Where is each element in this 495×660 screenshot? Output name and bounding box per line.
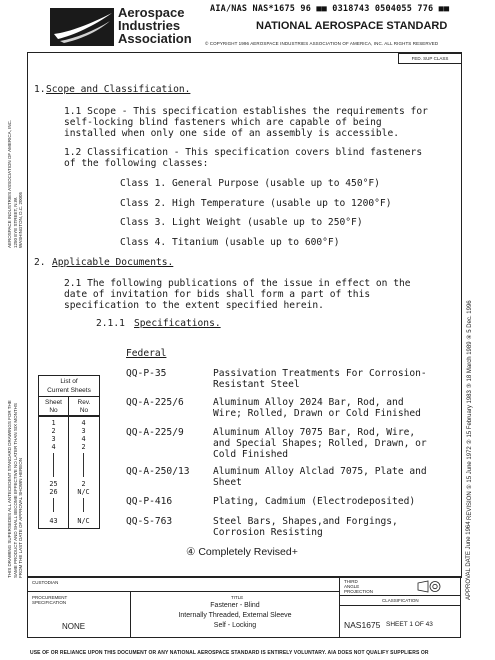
document-id: AIA/NAS NAS*1675 96 ■■ 0318743 0504055 776 ■■ (210, 4, 450, 14)
applicable-line-2: date of invitation for bids shall form a part of this (64, 289, 371, 300)
continuation-line (53, 498, 54, 512)
org-name-line3: Association (118, 31, 192, 46)
applicable-line-3: specification to the extent specified herein. (64, 300, 324, 311)
continuation-line (83, 498, 84, 512)
supersede-notice-vertical: THIS DRAWING SUPERSEDES ALL ANTECEDENT STANDARD DRAWINGS FOR THE SAME PRODUCT AND SHALL BECOME EFFECTIVE NO LATER THAN SIX MONTHS FROM THE LAST DATE OF APPROVAL SHOWN HEREON (7, 400, 23, 578)
section-2-number: 2. (34, 257, 46, 268)
scope-line-3: installed when only one side of an assembly is accessible. (64, 128, 400, 139)
section-2-1-1-heading: Specifications. (134, 318, 221, 329)
classification-line-2: of the following classes: (64, 158, 209, 169)
continuation-line (53, 453, 54, 477)
rev-col-header-line: No (79, 407, 89, 414)
sheet-no: 1 (51, 419, 56, 427)
classification-cell (339, 595, 461, 638)
completely-revised-note: ④ Completely Revised+ (186, 546, 298, 558)
sheet-col-header-line: No (49, 407, 58, 414)
sheet-no: 25 (49, 480, 58, 488)
org-name-line2: Industries (118, 18, 181, 33)
rev-no: 3 (81, 427, 86, 435)
aia-logo-icon (50, 8, 114, 46)
spec-desc: Steel Bars, Shapes,and Forgings, (213, 516, 398, 527)
spec-desc: Aluminum Alloy 2024 Bar, Rod, and (213, 397, 404, 408)
third-angle-cell (339, 576, 461, 596)
spec-desc: Passivation Treatments For Corrosion- (213, 368, 427, 379)
rev-no: 2 (81, 480, 86, 488)
procurement-value: NONE (62, 622, 86, 631)
section-2-heading: Applicable Documents. (52, 257, 174, 268)
class-1: Class 1. General Purpose (usable up to 450°F) (120, 178, 380, 189)
sheet-number: SHEET 1 OF 43 (386, 621, 433, 628)
applicable-line-1: 2.1 The following publications of the issue in effect on the (64, 278, 411, 289)
sheet-col-header-line: Sheet (45, 399, 62, 406)
document-number: NAS1675 (344, 620, 381, 630)
federal-label: Federal (126, 348, 167, 359)
third-angle-projection-icon (416, 580, 442, 593)
spec-desc: Aluminum Alloy Alclad 7075, Plate and (213, 466, 427, 477)
title-line: Fastener - Blind (210, 602, 260, 609)
class-3: Class 3. Light Weight (usable up to 250°F) (120, 217, 363, 228)
title-line: Internally Threaded, External Sleeve (178, 612, 292, 619)
sheet-col-header (39, 397, 68, 416)
rev-col-header (69, 397, 99, 416)
rev-col-header-line: Rev. (77, 399, 91, 406)
sheet-table-title (39, 376, 99, 397)
revision-history-vertical: REVISION ① 15 June 1972 ② 15 February 1983 ③ 18 March 1989 ④ 5 Dec. 1996 (467, 300, 473, 520)
third-angle-label: THIRD ANGLE PROJECTION (344, 579, 374, 594)
sheet-col-divider (68, 397, 69, 528)
rev-no: N/C (77, 517, 90, 525)
spec-desc: and Special Shapes; Rolled, Drawn, or (213, 438, 427, 449)
section-2-1-1-number: 2.1.1 (96, 318, 125, 329)
rev-no: 4 (81, 419, 86, 427)
standard-title: NATIONAL AEROSPACE STANDARD (256, 20, 448, 32)
rev-no: 2 (81, 443, 86, 451)
spec-desc: Resistant Steel (213, 379, 300, 390)
sheet-table-title-line1: List of (60, 378, 78, 385)
sheet-no: 2 (51, 427, 56, 435)
title-cell (130, 591, 340, 638)
spec-code: QQ-P-35 (126, 368, 167, 379)
rev-no: N/C (77, 488, 90, 496)
spec-desc: Sheet (213, 477, 242, 488)
classification-label: CLASSIFICATION (382, 598, 419, 603)
org-name (118, 6, 192, 45)
section-1-number: 1. (34, 84, 46, 95)
spec-code: QQ-A-225/6 (126, 397, 184, 408)
sheet-table-title-line2: Current Sheets (47, 387, 91, 394)
scope-line-1: 1.1 Scope - This specification establishes the requirements for (64, 106, 428, 117)
custodian-label: CUSTODIAN (32, 580, 59, 585)
spec-desc: Plating, Cadmium (Electrodeposited) (213, 496, 416, 507)
title-line: Self - Locking (213, 622, 257, 629)
footer-disclaimer: USE OF OR RELIANCE UPON THIS DOCUMENT OR ANY NATIONAL AEROSPACE STANDARD IS ENTIRELY VOLUNTARY. AIA DOES NOT QUALIFY SUPPLIERS OR (30, 650, 429, 656)
sheet-no: 26 (49, 488, 58, 496)
custodian-cell (27, 576, 340, 592)
spec-desc: Cold Finished (213, 449, 289, 460)
fed-sup-class-box: FED. SUP CLASS (398, 53, 462, 64)
classification-rule (340, 605, 460, 606)
sheet-no: 43 (49, 517, 58, 525)
sheet-no: 3 (51, 435, 56, 443)
spec-code: QQ-S-763 (126, 516, 173, 527)
spec-desc: Wire; Rolled, Drawn or Cold Finished (213, 408, 421, 419)
class-4: Class 4. Titanium (usable up to 600°F) (120, 237, 340, 248)
scope-line-2: self-locking blind fasteners which are capable of being (64, 117, 382, 128)
title-label: TITLE (231, 595, 244, 600)
sheet-no: 4 (51, 443, 56, 451)
procurement-label: PROCUREMENT SPECIFICATION (32, 595, 68, 605)
spec-code: QQ-A-225/9 (126, 427, 184, 438)
section-1-heading: Scope and Classification. (46, 84, 191, 95)
procurement-cell (27, 591, 131, 638)
classification-line-1: 1.2 Classification - This specification covers blind fasteners (64, 147, 423, 158)
aia-address-vertical: AEROSPACE INDUSTRIES ASSOCIATION OF AMERICA, INC. 1250 EYE STREET, N.W. WASHINGTON, D.C. 20005 (7, 119, 23, 248)
current-sheets-table (38, 375, 100, 529)
continuation-line (83, 453, 84, 477)
spec-desc: Aluminum Alloy 7075 Bar, Rod, Wire, (213, 427, 416, 438)
copyright-notice: © COPYRIGHT 1996 AEROSPACE INDUSTRIES ASSOCIATION OF AMERICA, INC. ALL RIGHTS RESERVED (205, 41, 439, 46)
org-name-line1: Aerospace (118, 5, 185, 20)
approval-date-vertical: APPROVAL DATE June 1964 (466, 521, 472, 600)
class-2: Class 2. High Temperature (usable up to 1200°F) (120, 198, 392, 209)
spec-desc: Corrosion Resisting (213, 527, 323, 538)
spec-code: QQ-P-416 (126, 496, 173, 507)
sheet-header-rule (39, 416, 99, 417)
spec-code: QQ-A-250/13 (126, 466, 190, 477)
rev-no: 4 (81, 435, 86, 443)
